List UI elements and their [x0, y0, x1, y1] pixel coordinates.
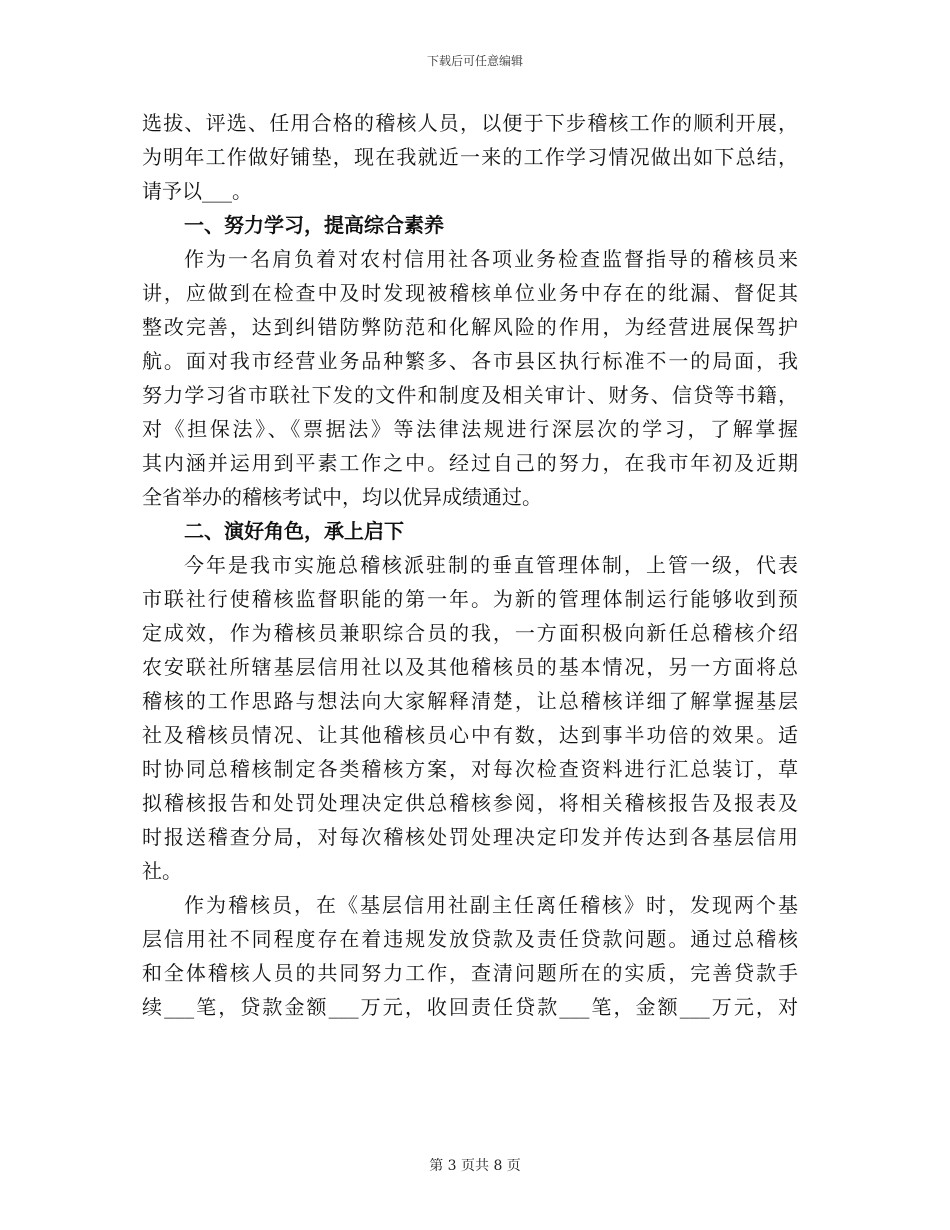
text-line: 全省举办的稽核考试中，均以优异成绩通过。 — [142, 485, 542, 509]
text-line: 时报送稽查分局，对每次稽核处罚处理决定印发并传达到各基层信用 — [142, 825, 798, 849]
text-line: 整改完善，达到纠错防弊防范和化解风险的作用，为经营进展保驾护 — [142, 315, 798, 339]
text-line: 航。面对我市经营业务品种繁多、各市县区执行标准不一的局面，我 — [142, 349, 798, 373]
text-line: 社及稽核员情况、让其他稽核员心中有数，达到事半功倍的效果。适 — [142, 723, 798, 747]
text-line: 稽核的工作思路与想法向大家解释清楚，让总稽核详细了解掌握基层 — [142, 689, 798, 713]
text-line: 拟稽核报告和处罚处理决定供总稽核参阅，将相关稽核报告及报表及 — [142, 791, 798, 815]
page-header-note: 下载后可任意编辑 — [426, 54, 523, 68]
text-line: 作为一名肩负着对农村信用社各项业务检查监督指导的稽核员来 — [184, 247, 798, 271]
text-line: 时协同总稽核制定各类稽核方案，对每次检查资料进行汇总装订，草 — [142, 757, 798, 781]
page-footer-number: 第 3 页共 8 页 — [429, 1158, 521, 1174]
text-line: 市联社行使稽核监督职能的第一年。为新的管理体制运行能够收到预 — [142, 587, 798, 611]
text-line: 努力学习省市联社下发的文件和制度及相关审计、财务、信贷等书籍， — [142, 383, 798, 407]
text-line: 为明年工作做好铺垫，现在我就近一来的工作学习情况做出如下总结， — [142, 145, 798, 169]
text-line: 作为稽核员，在《基层信用社副主任离任稽核》时，发现两个基 — [184, 893, 798, 917]
text-line: 选拔、评选、任用合格的稽核人员，以便于下步稽核工作的顺利开展， — [142, 111, 798, 135]
text-line: 和全体稽核人员的共同努力工作，查清问题所在的实质，完善贷款手 — [142, 961, 798, 985]
text-line: 讲，应做到在检查中及时发现被稽核单位业务中存在的纰漏、督促其 — [142, 281, 798, 305]
text-line: 对《担保法》、《票据法》等法律法规进行深层次的学习，了解掌握 — [142, 417, 798, 441]
document-body — [142, 106, 798, 1024]
section-heading: 一、努力学习，提高综合素养 — [184, 213, 444, 237]
text-line: 层信用社不同程度存在着违规发放贷款及责任贷款问题。通过总稽核 — [142, 927, 798, 951]
text-line: 其内涵并运用到平素工作之中。经过自己的努力，在我市年初及近期 — [142, 451, 798, 475]
text-line: 农安联社所辖基层信用社以及其他稽核员的基本情况，另一方面将总 — [142, 655, 798, 679]
text-line: 定成效，作为稽核员兼职综合员的我，一方面积极向新任总稽核介绍 — [142, 621, 798, 645]
text-line: 社。 — [142, 859, 182, 883]
text-line: 续___笔，贷款金额___万元，收回责任贷款___笔，金额___万元，对 — [142, 995, 798, 1019]
text-line: 请予以___。 — [142, 179, 252, 203]
text-line: 今年是我市实施总稽核派驻制的垂直管理体制，上管一级，代表 — [184, 553, 798, 577]
section-heading: 二、演好角色，承上启下 — [184, 519, 404, 543]
